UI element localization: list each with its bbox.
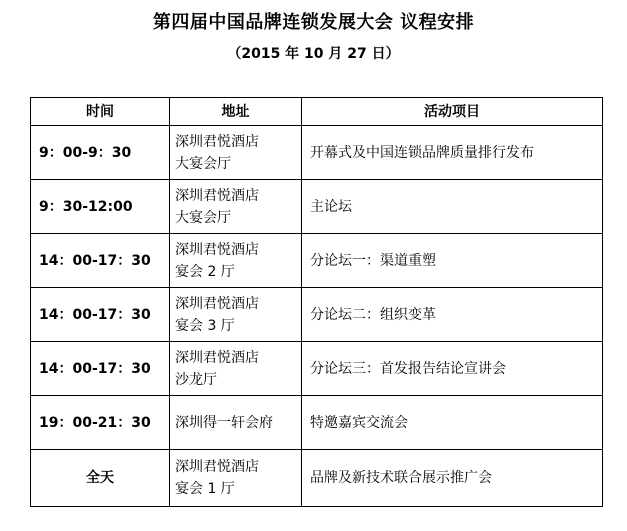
page-title: 第四届中国品牌连锁发展大会 议程安排 bbox=[152, 12, 475, 33]
time-cell: 19：00-21：30 bbox=[31, 396, 170, 450]
agenda-table bbox=[30, 97, 603, 507]
table-row bbox=[31, 126, 603, 180]
time-cell: 14：00-17：30 bbox=[31, 288, 170, 342]
venue-line: 深圳君悦酒店 bbox=[175, 349, 259, 366]
table-row bbox=[31, 450, 603, 507]
table-row bbox=[31, 180, 603, 234]
time-cell: 14：00-17：30 bbox=[31, 342, 170, 396]
page-date: （2015 年 10 月 27 日） bbox=[227, 46, 400, 62]
venue-line: 深圳君悦酒店 bbox=[175, 133, 259, 150]
table-row bbox=[31, 234, 603, 288]
venue-line: 宴会 2 厅 bbox=[175, 263, 235, 280]
venue-cell bbox=[170, 126, 302, 180]
venue-line: 深圳君悦酒店 bbox=[175, 295, 259, 312]
venue-line: 大宴会厅 bbox=[175, 155, 231, 172]
table-row bbox=[31, 288, 603, 342]
venue-cell bbox=[170, 180, 302, 234]
table-row bbox=[31, 342, 603, 396]
table-row bbox=[31, 396, 603, 450]
activity-cell: 特邀嘉宾交流会 bbox=[302, 396, 603, 450]
venue-line: 宴会 1 厅 bbox=[175, 481, 235, 497]
venue-line: 深圳得一轩会府 bbox=[175, 414, 273, 431]
time-cell: 9：00-9：30 bbox=[31, 126, 170, 180]
time-cell: 14：00-17：30 bbox=[31, 234, 170, 288]
venue-cell bbox=[170, 342, 302, 396]
activity-cell: 主论坛 bbox=[302, 180, 603, 234]
activity-cell: 开幕式及中国连锁品牌质量排行发布 bbox=[302, 126, 603, 180]
activity-cell: 分论坛二：组织变革 bbox=[302, 288, 603, 342]
header-time: 时间 bbox=[31, 98, 170, 126]
venue-line: 深圳君悦酒店 bbox=[175, 187, 259, 204]
venue-line: 大宴会厅 bbox=[175, 209, 231, 226]
activity-cell: 分论坛三：首发报告结论宣讲会 bbox=[302, 342, 603, 396]
venue-line: 深圳君悦酒店 bbox=[175, 241, 259, 258]
table-header-row bbox=[31, 98, 603, 126]
time-cell: 全天 bbox=[31, 450, 170, 507]
venue-cell bbox=[170, 234, 302, 288]
header-venue: 地址 bbox=[170, 98, 302, 126]
activity-cell: 分论坛一：渠道重塑 bbox=[302, 234, 603, 288]
venue-cell bbox=[170, 396, 302, 450]
venue-line: 宴会 3 厅 bbox=[175, 317, 235, 334]
header-activity: 活动项目 bbox=[302, 98, 603, 126]
venue-line: 沙龙厅 bbox=[175, 371, 217, 388]
venue-cell bbox=[170, 288, 302, 342]
venue-line: 深圳君悦酒店 bbox=[175, 459, 259, 475]
venue-cell bbox=[170, 450, 302, 507]
activity-cell: 品牌及新技术联合展示推广会 bbox=[302, 450, 603, 507]
time-cell: 9：30-12:00 bbox=[31, 180, 170, 234]
